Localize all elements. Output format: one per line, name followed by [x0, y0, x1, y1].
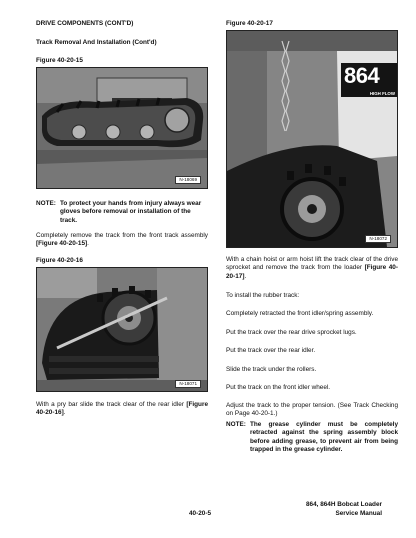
install-step: Completely retracted the front idler/spring assembly. — [226, 310, 374, 317]
figure-15-label: Figure 40-20-15 — [36, 57, 83, 64]
figure-15-code: N-18069 — [175, 176, 201, 184]
section-title: DRIVE COMPONENTS (CONT'D) — [36, 20, 134, 27]
decal-panel — [341, 63, 397, 97]
footer-model: 864, 864H Bobcat Loader — [305, 501, 382, 508]
figure-16-label: Figure 40-20-16 — [36, 257, 83, 264]
decal-model: 864 — [344, 63, 380, 88]
install-step: Put the track on the front idler wheel. — [226, 384, 331, 391]
note-label: NOTE: — [226, 421, 246, 428]
figure-17-label: Figure 40-20-17 — [226, 20, 273, 27]
paragraph-chain-hoist: With a chain hoist or arm hoist lift the track clear of the drive sprocket and remove the track from the loader [Figure 40-20-17]. — [226, 256, 398, 280]
figure-16-photo — [36, 267, 208, 392]
note-label: NOTE: — [36, 200, 56, 207]
section-subtitle: Track Removal And Installation (Cont'd) — [36, 39, 157, 46]
install-intro: To install the rubber track: — [226, 292, 300, 299]
figure-17-code: N-18072 — [365, 235, 391, 243]
paragraph-remove-track: Completely remove the track from the front track assembly [Figure 40-20-15]. — [36, 232, 208, 248]
paragraph-pry-bar: With a pry bar slide the track clear of the rear idler [Figure 40-20-16]. — [36, 401, 208, 417]
figure-15-photo — [36, 67, 208, 189]
install-step: Adjust the track to the proper tension. (See Track Checking on Page 40-20-1.) — [226, 402, 398, 418]
figure-17-photo — [226, 30, 398, 248]
footer-manual: Service Manual — [335, 510, 382, 517]
note-text: To protect your hands from injury always wear gloves before removal or installation of the track. — [60, 200, 202, 224]
install-step: Put the track over the rear idler. — [226, 347, 316, 354]
install-step: Slide the track under the rollers. — [226, 366, 317, 373]
page-number: 40-20-5 — [189, 510, 212, 517]
note-text: The grease cylinder must be completely retracted against the spring assembly block before adding grease, to prevent air from being trapped in the grease cylinder. — [250, 421, 398, 454]
install-step: Put the track over the rear drive sprocket lugs. — [226, 329, 357, 336]
figure-16-code: N-18071 — [175, 380, 201, 388]
decal-high-flow: HIGH FLOW — [369, 91, 395, 96]
